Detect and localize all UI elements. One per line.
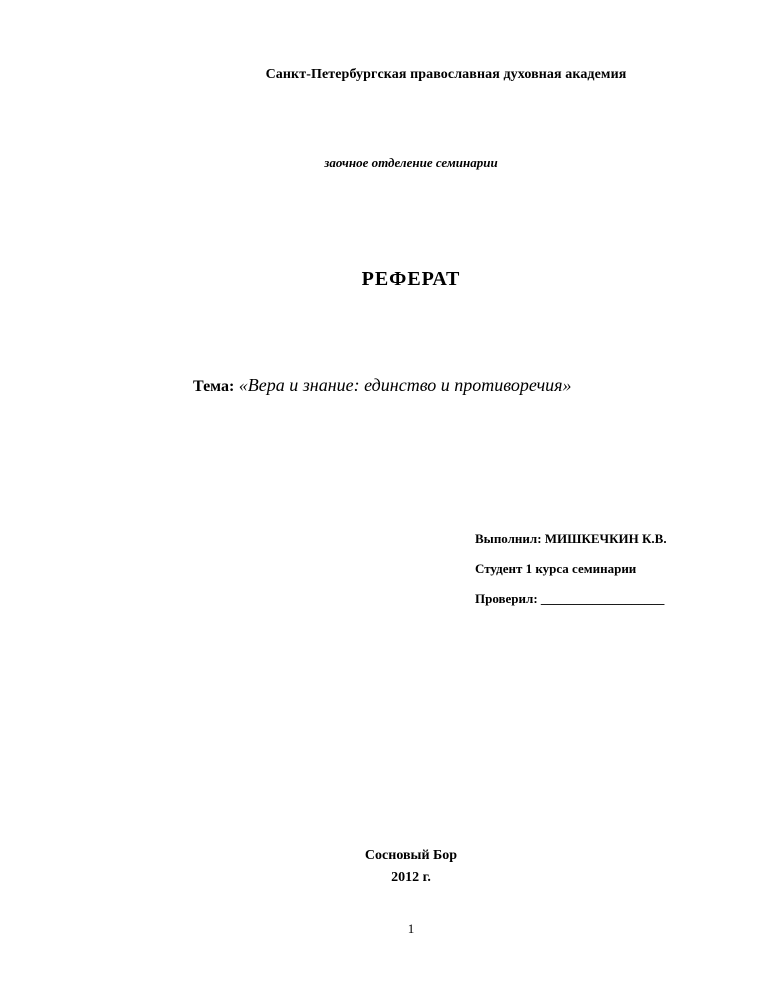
topic-value: «Вера и знание: единство и противоречия» — [238, 375, 572, 395]
completed-by-line: Выполнил: МИШКЕЧКИН К.В. — [475, 531, 667, 546]
year: 2012 г. — [391, 870, 431, 885]
place-and-year — [0, 845, 768, 889]
topic-line — [193, 375, 572, 396]
department-name: заочное отделение семинарии — [324, 155, 498, 170]
page-number: 1 — [407, 921, 415, 936]
city-name: Сосновый Бор — [364, 848, 458, 863]
student-line: Студент 1 курса семинарии — [475, 561, 637, 576]
author-block — [475, 530, 667, 620]
institution-name: Санкт-Петербургская православная духовная академия — [265, 67, 627, 82]
document-type-title: РЕФЕРАТ — [361, 268, 461, 290]
topic-label: Тема: — [193, 378, 235, 395]
checked-by-line: Проверил: ___________________ — [475, 591, 665, 606]
